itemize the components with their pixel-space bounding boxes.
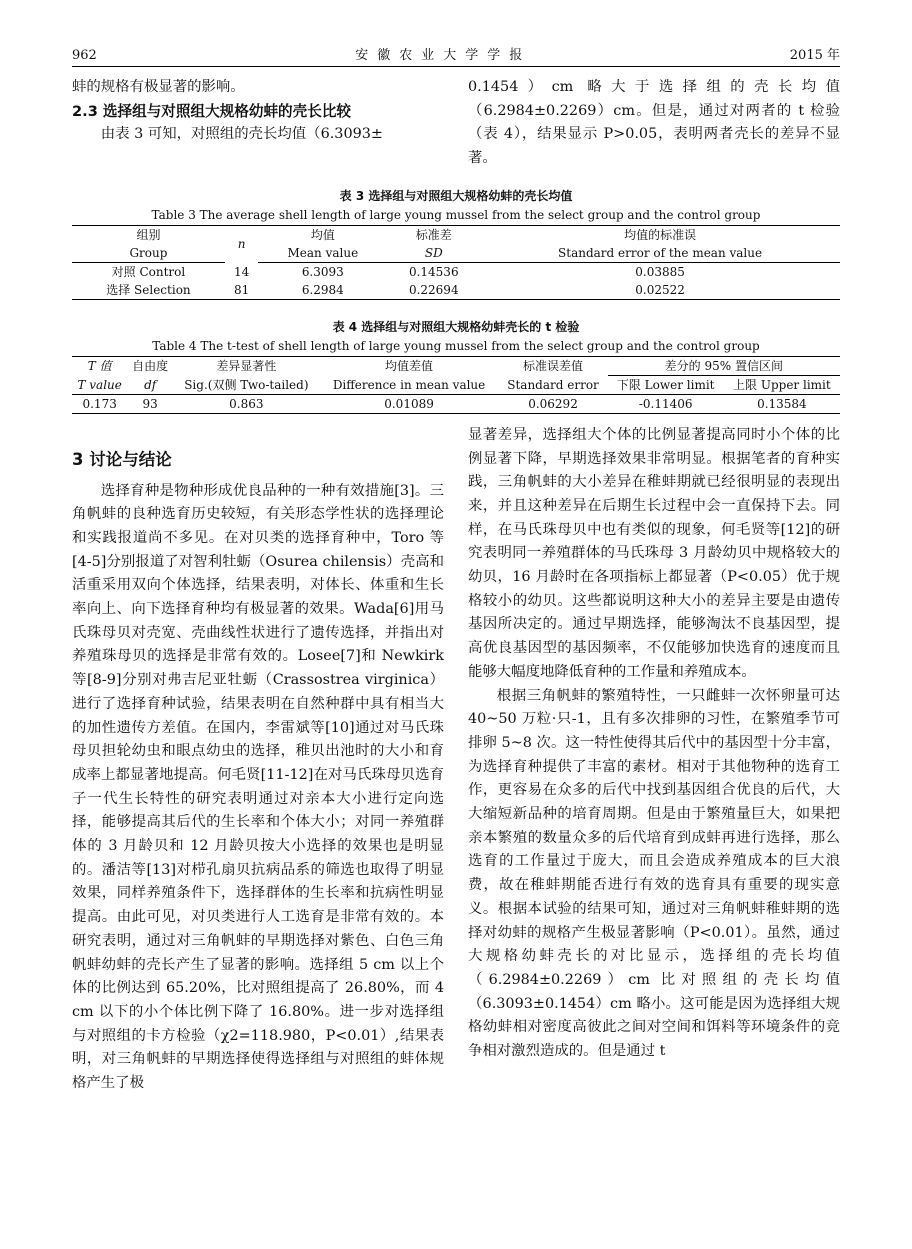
table-cell: 14 bbox=[233, 264, 250, 279]
table-3-caption-en: Table 3 The average shell length of large young mussel from the select group and the control group bbox=[151, 207, 761, 222]
table-header: 均值差值 bbox=[385, 359, 434, 374]
table-cell: 0.863 bbox=[229, 396, 264, 411]
paragraph: 选择育种是物种形成优良品种的一种有效措施[3]。三角帆蚌的良种选育历史较短，有关形态学性状的选择理论和实践报道尚不多见。在对贝类的选择育种中，Toro 等[4-5]分别报道了对智利牡蛎（Osurea chilensis）壳高和活重采用双向个体选择，结果表明，对体长、体重和生长率向上、向下选择育种均有极显著的效果。Wada[6]用马氏珠母贝对壳宽、壳曲线性状进行了遗传选择，并指出对养殖珠母贝的选择是非常有效的。Losee[7]和 Newkirk 等[8-9]分别对弗吉尼亚牡蛎（Crassostrea virginica）进行了选择育种试验，结果表明在自然种群中具有相当大的加性遗传方差值。在国内，李雷斌等[10]通过对马氏珠母贝担轮幼虫和眼点幼虫的选择，稚贝出池时的大小和育成率上都显著地提高。何毛贤[11-12]在对马氏珠母贝选育子一代生长特性的研究表明通过对亲本大小进行定向选择，能够提高其后代的生长率和个体大小；对同一养殖群体的 3 月龄贝和 12 月龄贝按大小选择的效果也是明显的。潘洁等[13]对栉孔扇贝抗病品系的筛选也取得了明显效果，同样养殖条件下，选择群体的生长率和抗病性明显提高。由此可见，对贝类进行人工选育是非常有效的。本研究表明，通过对三角帆蚌的早期选择对紫色、白色三角帆蚌幼蚌的壳长产生了显著的影响。选择组 5 cm 以上个体的比例达到 65.20%，比对照组提高了 26.80%，而 4 cm 以下的小个体比例下降了 16.80%。进一步对选择组与对照组的卡方检验（χ2=118.980，P<0.01）,结果表明，对三角帆蚌的早期选择使得选择组与对照组的蚌体规格产生了极 bbox=[72, 482, 444, 1092]
table-3-block bbox=[72, 187, 840, 300]
top-left-column bbox=[72, 76, 444, 171]
table-header: Sig.(双侧 Two-tailed) bbox=[173, 375, 320, 394]
table-header: T 值 bbox=[87, 359, 112, 374]
section-2-3-title: 2.3 选择组与对照组大规格幼蚌的壳长比较 bbox=[72, 102, 352, 120]
table-header: 组别 bbox=[136, 227, 161, 242]
table-cell: -0.11406 bbox=[638, 396, 693, 411]
top-columns bbox=[72, 76, 840, 171]
table-4 bbox=[72, 356, 840, 414]
table-cell: 0.13584 bbox=[757, 396, 807, 411]
table-header: 自由度 bbox=[132, 359, 169, 374]
body-columns bbox=[72, 424, 840, 1096]
table-3-caption-zh: 表 3 选择组与对照组大规格幼蚌的壳长均值 bbox=[339, 188, 573, 203]
table-4-caption-en: Table 4 The t-test of shell length of large young mussel from the select group and the control group bbox=[152, 338, 760, 353]
table-cell: 0.01089 bbox=[384, 396, 434, 411]
running-header bbox=[72, 44, 840, 67]
table-cell: 0.02522 bbox=[635, 282, 685, 297]
body-left-column bbox=[72, 424, 444, 1096]
table-header: 标准误差值 bbox=[523, 359, 584, 374]
table-header: 标准差 bbox=[415, 227, 452, 242]
table-header: df bbox=[127, 375, 173, 394]
table-3-caption bbox=[72, 187, 840, 225]
table-cell: 0.173 bbox=[82, 396, 117, 411]
paragraph: 显著差异，选择组大个体的比例显著提高同时小个体的比例显著下降，早期选择效果非常明显。根据笔者的育种实践，三角帆蚌的大小差异在稚蚌期就已经很明显的表现出来，并且这种差异在后期生长过程中会一直保持下去。同样，在马氏珠母贝中也有类似的现象，何毛贤等[12]的研究表明同一养殖群体的马氏珠母 3 月龄幼贝中规格较大的幼贝，16 月龄时在各项指标上都显著（P<0.05）优于规格较小的幼贝。这些都说明这种大小的差异主要是由遗传基因所决定的。通过早期选择，能够淘汰不良基因型，提高优良基因型的基因频率，不仅能够加快选育的速度而且能够大幅度地降低育种的工作量和养殖成本。 bbox=[468, 426, 840, 680]
table-header: 差异显著性 bbox=[216, 359, 277, 374]
paragraph: 根据三角帆蚌的繁殖特性，一只雌蚌一次怀卵量可达 40~50 万粒·只-1，且有多次排卵的习性，在繁殖季节可排卵 5~8 次。这一特性使得其后代中的基因型十分丰富，为选择育种提供了丰富的素材。相对于其他物种的选育工作，更容易在众多的后代中找到基因组合优良的后代，大大缩短新品种的培育周期。但是由于繁殖量巨大，如果把亲本繁殖的数量众多的后代培育到成蚌再进行选择，那么选育的工作量过于庞大，而且会造成养殖成本的巨大浪费，故在稚蚌期能否进行有效的选育具有重要的现实意义。根据本试验的结果可知，通过对三角帆蚌稚蚌期的选择对幼蚌的规格产生极显著影响（P<0.01）。虽然，通过大规格幼蚌壳长的对比显示，选择组的壳长均值（6.2984±0.2269）cm 比对照组的壳长均值（6.3093±0.1454）cm 略小。这可能是因为选择组大规格幼蚌相对密度高彼此之间对空间和饵料等环境条件的竞争相对激烈造成的。但是通过 t bbox=[468, 687, 840, 1060]
table-row bbox=[72, 262, 840, 281]
paragraph: 0.1454）cm 略大于选择组的壳长均值（6.2984±0.2269）cm。但是，通过对两者的 t 检验（表 4），结果显示 P>0.05，表明两者壳长的差异不显著。 bbox=[468, 79, 840, 167]
table-cell: 0.14536 bbox=[408, 264, 459, 279]
table-cell: 81 bbox=[233, 282, 250, 297]
table-header: SD bbox=[387, 244, 480, 263]
paragraph: 由表 3 可知，对照组的壳长均值（6.3093± bbox=[100, 126, 383, 143]
table-header: 均值的标准误 bbox=[624, 227, 697, 242]
table-3 bbox=[72, 225, 840, 300]
paragraph-end: 蚌的规格有极显著的影响。 bbox=[72, 79, 245, 95]
table-header: 均值 bbox=[310, 227, 335, 242]
journal-title: 安徽农业大学学报 bbox=[355, 48, 532, 63]
table-cell: 选择 Selection bbox=[106, 282, 191, 297]
table-header: Standard error bbox=[498, 375, 607, 394]
table-cell: 对照 Control bbox=[111, 264, 186, 279]
table-header: Group bbox=[72, 244, 225, 263]
table-header: 下限 Lower limit bbox=[608, 375, 724, 394]
body-right-column bbox=[468, 424, 840, 1096]
table-header-ci: 差分的 95% 置信区间 bbox=[608, 356, 840, 375]
table-row bbox=[72, 281, 840, 300]
table-header: 上限 Upper limit bbox=[724, 375, 840, 394]
top-right-column bbox=[468, 76, 840, 171]
table-cell: 0.03885 bbox=[635, 264, 685, 279]
table-4-block bbox=[72, 318, 840, 414]
table-row bbox=[72, 394, 840, 413]
page-number: 962 bbox=[72, 48, 97, 63]
table-cell: 6.3093 bbox=[301, 264, 344, 279]
section-3-title: 3 讨论与结论 bbox=[72, 449, 172, 469]
table-header: Difference in mean value bbox=[320, 375, 499, 394]
table-4-caption bbox=[72, 318, 840, 356]
year: 2015 年 bbox=[789, 48, 840, 63]
table-cell: 0.22694 bbox=[408, 282, 459, 297]
table-cell: 93 bbox=[142, 396, 158, 411]
table-header: n bbox=[237, 237, 246, 252]
table-header: Standard error of the mean value bbox=[480, 244, 840, 263]
table-cell: 0.06292 bbox=[528, 396, 578, 411]
page bbox=[72, 44, 840, 1096]
table-4-caption-zh: 表 4 选择组与对照组大规格幼蚌壳长的 t 检验 bbox=[332, 319, 580, 334]
table-cell: 6.2984 bbox=[301, 282, 344, 297]
table-header: T value bbox=[72, 375, 127, 394]
table-header: Mean value bbox=[258, 244, 387, 263]
